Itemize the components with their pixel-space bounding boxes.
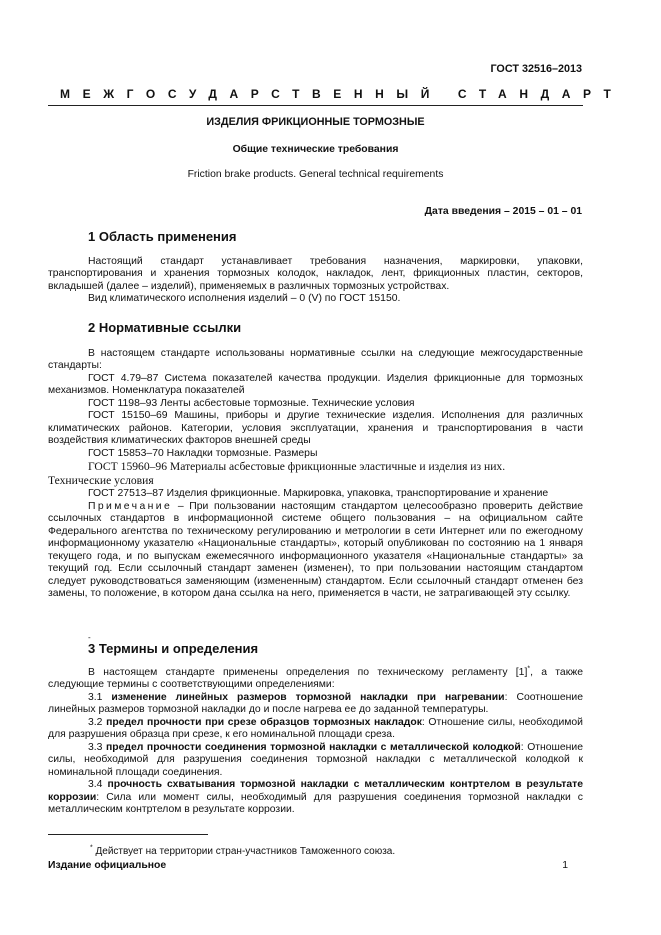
reference-item: ГОСТ 4.79–87 Система показателей качества продукции. Изделия фрикционные для тормозных механизмов. Номенклатура показателей bbox=[48, 372, 583, 397]
reference-item: ГОСТ 15853–70 Накладки тормозные. Размеры bbox=[88, 447, 318, 459]
footnote-divider bbox=[48, 834, 208, 835]
footnote bbox=[90, 846, 395, 858]
term-name: изменение линейных размеров тормозной накладки при нагревании bbox=[111, 691, 505, 703]
term-definition: 3.1 изменение линейных размеров тормозной накладки при нагревании: Соотношение линейных размеров тормозной накладки до и после нагрева ее до заданной температуры. bbox=[48, 691, 583, 716]
section-1-paragraph: Вид климатического исполнения изделий – 0 (V) по ГОСТ 15150. bbox=[88, 293, 401, 305]
section-2-body bbox=[48, 348, 583, 601]
reference-item-serif-continuation: Технические условия bbox=[48, 474, 154, 488]
header-divider bbox=[48, 105, 583, 106]
section-2-intro: В настоящем стандарте использованы нормативные ссылки на следующие межгосударственные стандарты: bbox=[48, 348, 583, 372]
section-3-intro: В настоящем стандарте применены определения по техническому регламенту [1]*, а также следующие термины с соответствующими определениями: bbox=[48, 665, 583, 691]
term-definition: 3.4 прочность схватывания тормозной накладки с металлическим контртелом в результате коррозии: Сила или момент силы, необходимый для разрушения соединения тормозной накладки с металлическим контртелом в результате коррозии. bbox=[48, 779, 583, 816]
section-3-body bbox=[48, 667, 583, 817]
interstate-standard-label: МЕЖГОСУДАРСТВЕННЫЙ СТАНДАРТ bbox=[60, 87, 624, 101]
section-1-body bbox=[48, 256, 583, 306]
document-code: ГОСТ 32516–2013 bbox=[490, 63, 582, 75]
document-title: ИЗДЕЛИЯ ФРИКЦИОННЫЕ ТОРМОЗНЫЕ bbox=[206, 116, 425, 128]
reference-item: ГОСТ 27513–87 Изделия фрикционные. Маркировка, упаковка, транспортирование и хранение bbox=[88, 488, 549, 500]
note-text: – При пользовании настоящим стандартом целесообразно проверить действие ссылочных стандартов в информационной системе общего пользования – на официальном сайте Федерального агентства по техническому регулированию и метрологии в сети Интернет или по ежегодному информационному указателю «Национальные стандарты», который опубликован по состоянию на 1 января текущего года, и по выпускам ежемесячного информационного указателя «Национальные стандарты» за текущий год. Если ссылочный стандарт заменен (изменен), то при пользовании настоящим стандартом следует руководствоваться заменяющим (измененным) стандартом. Если ссылочный стандарт отменен без замены, то положение, в котором дана ссылка на него, применяется в части, не затрагивающей эту ссылку. bbox=[48, 500, 583, 600]
term-definition: 3.2 предел прочности при срезе образцов тормозных накладок: Отношение силы, необходимой для разрушения образца при срезе, к его номинальной площади среза. bbox=[48, 716, 583, 741]
term-definition: 3.3 предел прочности соединения тормозной накладки с металлической колодкой: Отношение силы, необходимой для разрушения соединения тормозной накладки с металлической колодкой к номинальной площади соединения. bbox=[48, 741, 583, 778]
section-1-heading: 1 Область применения bbox=[88, 229, 237, 244]
term-name: предел прочности соединения тормозной накладки с металлической колодкой bbox=[106, 741, 521, 753]
edition-label: Издание официальное bbox=[48, 860, 167, 871]
footnote-reference: * bbox=[527, 665, 531, 673]
document-subtitle: Общие технические требования bbox=[232, 144, 399, 155]
reference-item: ГОСТ 1198–93 Ленты асбестовые тормозные. Технические условия bbox=[88, 397, 415, 409]
english-title: Friction brake products. General technical requirements bbox=[187, 169, 444, 180]
section-3-heading: 3 Термины и определения bbox=[88, 641, 259, 656]
section-1-paragraph: Настоящий стандарт устанавливает требования назначения, маркировки, упаковки, транспортирования и хранения тормозных колодок, накладок, лент, фрикционных пластин, секторов, вкладышей (далее – изделий), применяемых в различных тормозных устройствах. bbox=[48, 256, 583, 292]
term-name: прочность схватывания тормозной накладки с металлическим контртелом в результате коррозии bbox=[48, 779, 583, 803]
stray-mark: - bbox=[88, 633, 91, 642]
introduction-date: Дата введения – 2015 – 01 – 01 bbox=[424, 206, 582, 217]
reference-item-serif: ГОСТ 15960–96 Материалы асбестовые фрикционные эластичные и изделия из них. bbox=[88, 460, 506, 474]
reference-item: ГОСТ 15150–69 Машины, приборы и другие технические изделия. Исполнения для различных климатических районов. Категории, условия эксплуатации, хранения и транспортирования в части воздействия климатических факторов внешней среды bbox=[48, 410, 583, 447]
footnote-text: Действует на территории стран-участников Таможенного союза. bbox=[92, 846, 396, 857]
note-label: Примечание bbox=[88, 500, 173, 512]
note-paragraph bbox=[48, 501, 583, 601]
section-2-heading: 2 Нормативные ссылки bbox=[88, 320, 242, 335]
footnote-mark: * bbox=[90, 844, 93, 852]
page-number: 1 bbox=[562, 860, 568, 871]
term-name: предел прочности при срезе образцов тормозных накладок bbox=[106, 716, 422, 728]
